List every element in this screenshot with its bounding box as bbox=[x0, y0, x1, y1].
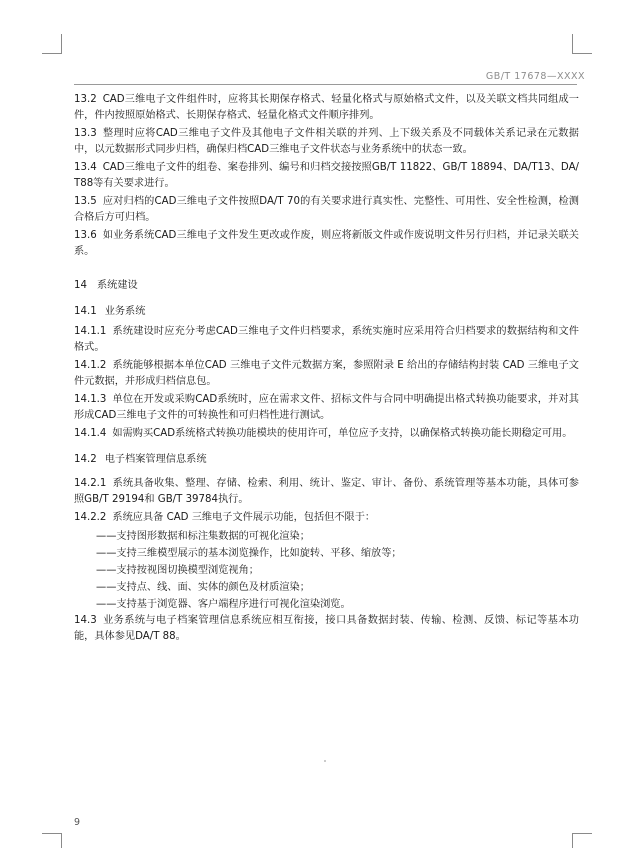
clause-text: 系统应具备 CAD 三维电子文件展示功能，包括但不限于： bbox=[112, 512, 376, 523]
clause-text: CAD三维电子文件的组卷、案卷排列、编号和归档交接按照GB/T 11822、GB/T 18894、DA/T13、DA/T88等有关要求进行。 bbox=[74, 162, 579, 189]
subsection-title: 业务系统 bbox=[104, 306, 146, 317]
clause-14-1-1 bbox=[74, 324, 579, 356]
clause-number: 13.6 bbox=[74, 230, 97, 241]
clause-text: 单位在开发或采购CAD系统时，应在需求文件、招标文件与合同中明确提出格式转换功能要求，并对其形成CAD三维电子文件的可转换性和可归档性进行测试。 bbox=[74, 394, 579, 421]
list-item: ——支持点、线、面、实体的颜色及材质渲染； bbox=[96, 582, 310, 593]
clause-text: 系统建设时应充分考虑CAD三维电子文件归档要求，系统实施时应采用符合归档要求的数据结构和文件格式。 bbox=[74, 326, 579, 353]
crop-mark bbox=[42, 833, 62, 834]
clause-number: 13.3 bbox=[74, 128, 97, 139]
clause-number: 13.4 bbox=[74, 162, 97, 173]
clause-14-1-4 bbox=[74, 426, 579, 442]
clause-text: CAD三维电子文件组件时，应将其长期保存格式、轻量化格式与原始格式文件，以及关联文档共同组成一件，件内按照原始格式、长期保存格式、轻量化格式文件顺序排列。 bbox=[74, 94, 579, 121]
clause-text: 应对归档的CAD三维电子文件按照DA/T 70的有关要求进行真实性、完整性、可用性、安全性检测，检测合格后方可归档。 bbox=[74, 196, 579, 223]
stray-dot bbox=[324, 760, 326, 762]
section-number: 14 bbox=[74, 280, 87, 291]
clause-13-4 bbox=[74, 160, 579, 192]
crop-mark bbox=[572, 34, 573, 54]
subsection-14-2-heading bbox=[74, 452, 579, 468]
crop-mark bbox=[42, 53, 62, 54]
crop-mark bbox=[572, 833, 573, 848]
clause-text: 如需购买CAD系统格式转换功能模块的使用许可，单位应予支持，以确保格式转换功能长期稳定可用。 bbox=[112, 428, 573, 439]
clause-text: 整理时应将CAD三维电子文件及其他电子文件相关联的并列、上下级关系及不同载体关系记录在元数据中，以元数据形式同步归档，确保归档CAD三维电子文件状态与业务系统中的状态一致。 bbox=[74, 128, 579, 155]
list-item: ——支持图形数据和标注集数据的可视化渲染； bbox=[96, 531, 310, 542]
subsection-number: 14.2 bbox=[74, 454, 97, 465]
subsection-title: 电子档案管理信息系统 bbox=[104, 454, 207, 465]
list-item: ——支持三维模型展示的基本浏览操作，比如旋转、平移、缩放等； bbox=[96, 548, 402, 559]
crop-mark bbox=[61, 833, 62, 848]
clause-13-6 bbox=[74, 228, 579, 260]
clause-number: 13.2 bbox=[74, 94, 97, 105]
clause-text: 系统能够根据本单位CAD 三维电子文件元数据方案，参照附录 E 给出的存储结构封装 CAD 三维电子文件元数据，并形成归档信息包。 bbox=[74, 360, 579, 387]
standard-code: GB/T 17678—XXXX bbox=[485, 71, 585, 82]
clause-13-2 bbox=[74, 92, 579, 124]
list-item: ——支持按视图切换模型浏览视角； bbox=[96, 565, 259, 576]
crop-mark bbox=[572, 53, 592, 54]
subsection-14-1-heading bbox=[74, 304, 579, 320]
clause-14-2-1 bbox=[74, 476, 579, 508]
crop-mark bbox=[61, 34, 62, 54]
clause-number: 14.1.4 bbox=[74, 428, 107, 439]
clause-14-3 bbox=[74, 613, 579, 645]
list-item: ——支持基于浏览器、客户端程序进行可视化渲染浏览。 bbox=[96, 599, 351, 610]
header-rule bbox=[74, 84, 577, 85]
clause-text: 业务系统与电子档案管理信息系统应相互衔接，接口具备数据封装、传输、检测、反馈、标记等基本功能，具体参见DA/T 88。 bbox=[74, 615, 579, 642]
clause-number: 13.5 bbox=[74, 196, 97, 207]
clause-text: 系统具备收集、整理、存储、检索、利用、统计、鉴定、审计、备份、系统管理等基本功能，具体可参照GB/T 29194和 GB/T 39784执行。 bbox=[74, 478, 579, 505]
clause-number: 14.1.2 bbox=[74, 360, 107, 371]
clause-14-1-2 bbox=[74, 358, 579, 390]
clause-number: 14.2.1 bbox=[74, 478, 107, 489]
clause-13-3 bbox=[74, 126, 579, 158]
body-content bbox=[74, 92, 579, 647]
page-number: 9 bbox=[74, 817, 81, 828]
clause-14-2-2 bbox=[74, 510, 579, 526]
clause-number: 14.2.2 bbox=[74, 512, 107, 523]
clause-number: 14.1.1 bbox=[74, 326, 107, 337]
section-title: 系统建设 bbox=[96, 280, 138, 291]
clause-text: 如业务系统CAD三维电子文件发生更改或作废，则应将新版文件或作废说明文件另行归档，并记录关联关系。 bbox=[74, 230, 579, 257]
feature-list bbox=[74, 528, 579, 613]
clause-14-1-3 bbox=[74, 392, 579, 424]
crop-mark bbox=[572, 833, 592, 834]
subsection-number: 14.1 bbox=[74, 306, 97, 317]
clause-number: 14.3 bbox=[74, 615, 97, 626]
section-14-heading bbox=[74, 278, 579, 294]
clause-13-5 bbox=[74, 194, 579, 226]
clause-number: 14.1.3 bbox=[74, 394, 107, 405]
